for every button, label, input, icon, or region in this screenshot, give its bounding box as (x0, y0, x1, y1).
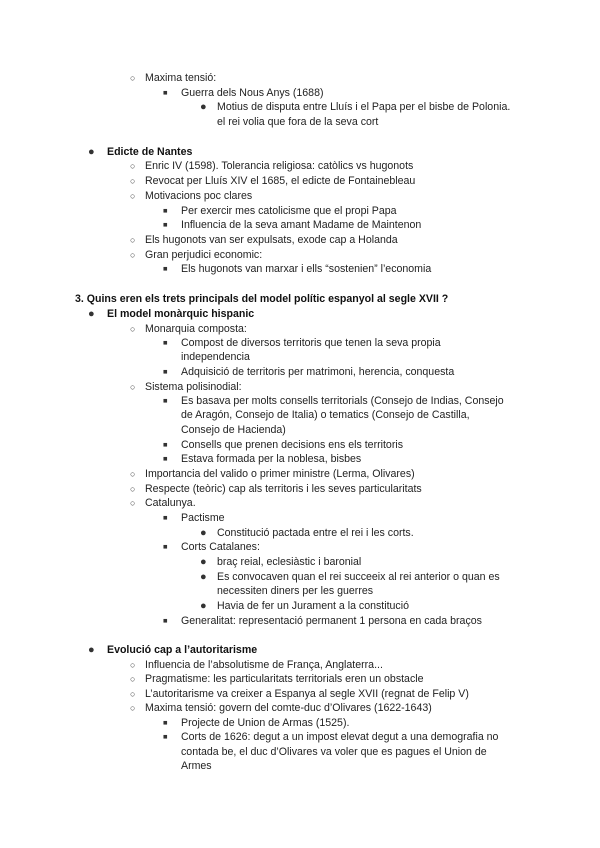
bullet-icon: ■ (163, 264, 168, 273)
list-item-level3: Compost de diversos territoris que tenen la seva propia (181, 337, 441, 349)
bullet-icon: ○ (130, 176, 136, 186)
bullet-icon: ○ (130, 235, 136, 245)
bullet-icon: ○ (130, 674, 136, 684)
list-item-level4: Motius de disputa entre Lluís i el Papa per el bisbe de Polonia. (217, 101, 511, 113)
list-item-level3: Influencia de la seva amant Madame de Maintenon (181, 219, 422, 231)
list-item-level2: Influencia de l’absolutisme de França, Anglaterra... (145, 659, 383, 671)
list-item-continuation: de Aragón, Consejo de Italia) o tematics (Consejo de Castilla, (181, 409, 470, 421)
bullet-icon: ○ (130, 703, 136, 713)
list-item-level3: Projecte de Union de Armas (1525). (181, 717, 350, 729)
list-item-continuation: Armes (181, 760, 212, 772)
list-item-level2: Sistema polisinodial: (145, 381, 242, 393)
list-item-level3: Corts de 1626: degut a un impost elevat degut a una demografia no (181, 731, 499, 743)
topic-heading: El model monàrquic hispanic (107, 308, 255, 320)
list-item-continuation: contada be, el duc d’Olivares va voler que es pagues el Union de (181, 746, 487, 758)
bullet-icon: ● (200, 527, 207, 539)
list-item-level2: Catalunya. (145, 497, 196, 509)
list-item-level2: Importancia del valido o primer ministre (Lerma, Olivares) (145, 468, 415, 480)
bullet-icon: ■ (163, 88, 168, 97)
topic-heading: Evolució cap a l’autoritarisme (107, 644, 258, 656)
list-item-level3: Pactisme (181, 512, 225, 524)
list-item-level2: L’autoritarisme va creixer a Espanya al segle XVII (regnat de Felip V) (145, 688, 469, 700)
bullet-icon: ● (88, 146, 95, 158)
list-item-level3: Corts Catalanes: (181, 541, 260, 553)
bullet-icon: ● (200, 571, 207, 583)
list-item-level3: Estava formada per la noblesa, bisbes (181, 453, 362, 465)
bullet-icon: ● (200, 600, 207, 612)
bullet-icon: ■ (163, 454, 168, 463)
list-item-level2: Respecte (teòric) cap als territoris i les seves particularitats (145, 483, 422, 495)
list-item-level2: Enric IV (1598). Tolerancia religiosa: catòlics vs hugonots (145, 160, 414, 172)
list-item-level2: Pragmatisme: les particularitats territorials eren un obstacle (145, 673, 424, 685)
bullet-icon: ■ (163, 513, 168, 522)
list-item-level2: Maxima tensió: govern del comte-duc d’Olivares (1622-1643) (145, 702, 432, 714)
bullet-icon: ○ (130, 660, 136, 670)
bullet-icon: ● (88, 644, 95, 656)
list-item-level2: Revocat per Lluís XIV el 1685, el edicte de Fontainebleau (145, 175, 416, 187)
list-item-level3: Els hugonots van marxar i ells “sostenien” l’economia (181, 263, 432, 275)
bullet-icon: ○ (130, 484, 136, 494)
bullet-icon: ○ (130, 191, 136, 201)
list-item-level3: Generalitat: representació permanent 1 persona en cada braços (181, 615, 482, 627)
bullet-icon: ■ (163, 206, 168, 215)
bullet-icon: ■ (163, 616, 168, 625)
list-item-level4: Constitució pactada entre el rei i les corts. (217, 527, 414, 539)
bullet-icon: ○ (130, 73, 136, 83)
list-item-level3: Es basava per molts consells territorials (Consejo de Indias, Consejo (181, 395, 504, 407)
list-item-continuation: necessiten diners per les guerres (217, 585, 374, 597)
bullet-icon: ● (200, 556, 207, 568)
bullet-icon: ■ (163, 220, 168, 229)
list-item-level2: Maxima tensió: (145, 72, 217, 84)
section-heading: 3. Quins eren els trets principals del model polític espanyol al segle XVII ? (75, 293, 449, 305)
bullet-icon: ● (200, 101, 207, 113)
bullet-icon: ○ (130, 161, 136, 171)
bullet-icon: ○ (130, 498, 136, 508)
list-item-level2: Monarquia composta: (145, 323, 247, 335)
bullet-icon: ○ (130, 382, 136, 392)
topic-heading: Edicte de Nantes (107, 146, 193, 158)
bullet-icon: ■ (163, 338, 168, 347)
list-item-level2: Motivacions poc clares (145, 190, 253, 202)
bullet-icon: ○ (130, 689, 136, 699)
bullet-icon: ■ (163, 542, 168, 551)
list-item-level3: Consells que prenen decisions ens els territoris (181, 439, 403, 451)
list-item-level3: Adquisició de territoris per matrimoni, herencia, conquesta (181, 366, 455, 378)
bullet-icon: ■ (163, 440, 168, 449)
bullet-icon: ■ (163, 367, 168, 376)
list-item-level2: Els hugonots van ser expulsats, exode cap a Holanda (145, 234, 398, 246)
list-item-level3: Per exercir mes catolicisme que el propi Papa (181, 205, 397, 217)
list-item-level4: Havia de fer un Jurament a la constitució (217, 600, 409, 612)
list-item-level3: Guerra dels Nous Anys (1688) (181, 87, 324, 99)
bullet-icon: ○ (130, 469, 136, 479)
list-item-level4: Es convocaven quan el rei succeeix al rei anterior o quan es (217, 571, 500, 583)
bullet-icon: ○ (130, 324, 136, 334)
list-item-level4: braç reial, eclesiàstic i baronial (217, 556, 362, 568)
list-item-continuation: el rei volia que fora de la seva cort (217, 116, 379, 128)
bullet-icon: ■ (163, 396, 168, 405)
bullet-icon: ● (88, 308, 95, 320)
list-item-level2: Gran perjudici economic: (145, 249, 263, 261)
bullet-icon: ○ (130, 250, 136, 260)
list-item-continuation: Consejo de Hacienda) (181, 424, 286, 436)
bullet-icon: ■ (163, 718, 168, 727)
list-item-continuation: independencia (181, 351, 250, 363)
bullet-icon: ■ (163, 732, 168, 741)
